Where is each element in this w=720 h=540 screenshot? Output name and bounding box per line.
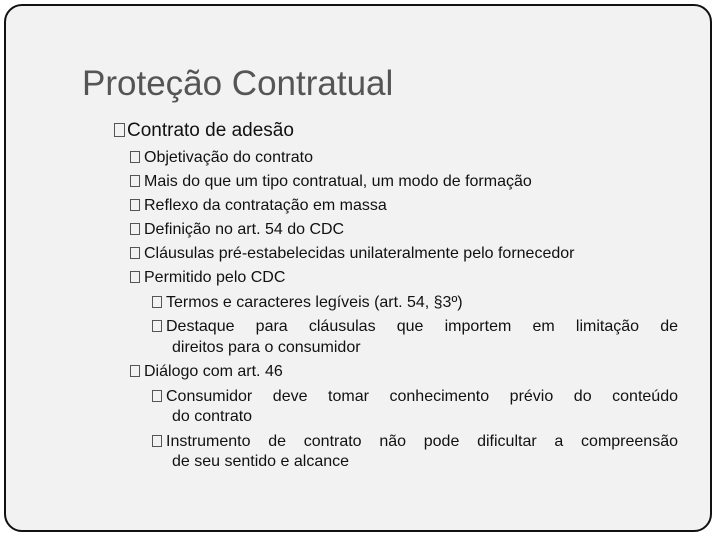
bullet-item-contrato-adesao bbox=[114, 120, 294, 142]
bullet-item-reflexo bbox=[130, 197, 387, 215]
bullet-text: Objetivação do contrato bbox=[144, 149, 313, 166]
square-bullet-icon bbox=[152, 390, 162, 402]
square-bullet-icon bbox=[152, 296, 162, 308]
bullet-item-mais-do-que bbox=[130, 173, 532, 191]
bullet-text: Reflexo da contratação em massa bbox=[144, 197, 387, 214]
square-bullet-icon bbox=[130, 199, 140, 211]
square-bullet-icon bbox=[114, 123, 125, 137]
bullet-item-destaque-cont bbox=[172, 339, 361, 357]
bullet-item-objetivacao bbox=[130, 149, 313, 167]
bullet-item-instrumento-cont bbox=[172, 453, 349, 471]
bullet-text: Mais do que um tipo contratual, um modo de formação bbox=[144, 173, 532, 190]
bullet-item-consumidor bbox=[152, 388, 678, 406]
bullet-item-permitido bbox=[130, 269, 285, 287]
bullet-item-dialogo bbox=[130, 363, 283, 381]
square-bullet-icon bbox=[152, 320, 162, 332]
bullet-item-consumidor-cont bbox=[172, 408, 252, 426]
square-bullet-icon bbox=[130, 247, 140, 259]
bullet-text: Permitido pelo CDC bbox=[144, 269, 286, 286]
bullet-text: Diálogo com art. 46 bbox=[144, 363, 283, 380]
bullet-text: Cláusulas pré-estabelecidas unilateralmente pelo fornecedor bbox=[144, 245, 575, 262]
bullet-text: Consumidor deve tomar conhecimento prévio do conteúdo bbox=[166, 388, 678, 405]
bullet-text: Instrumento de contrato não pode dificultar a compreensão bbox=[166, 433, 678, 450]
square-bullet-icon bbox=[130, 271, 140, 283]
bullet-item-instrumento bbox=[152, 433, 678, 451]
bullet-text: Definição no art. 54 do CDC bbox=[144, 221, 345, 238]
slide-title: Proteção Contratual bbox=[82, 64, 394, 103]
bullet-text: Termos e caracteres legíveis (art. 54, §3º) bbox=[166, 294, 463, 311]
bullet-text: de seu sentido e alcance bbox=[172, 453, 350, 470]
bullet-item-definicao bbox=[130, 221, 344, 239]
square-bullet-icon bbox=[130, 223, 140, 235]
square-bullet-icon bbox=[130, 365, 140, 377]
bullet-text: Destaque para cláusulas que importem em limitação de bbox=[166, 318, 678, 335]
slide-frame bbox=[4, 4, 712, 532]
bullet-item-destaque bbox=[152, 318, 678, 336]
square-bullet-icon bbox=[152, 435, 162, 447]
bullet-item-clausulas bbox=[130, 245, 574, 263]
bullet-text: do contrato bbox=[172, 408, 253, 425]
square-bullet-icon bbox=[130, 151, 140, 163]
bullet-item-termos bbox=[152, 294, 463, 312]
square-bullet-icon bbox=[130, 175, 140, 187]
bullet-text: direitos para o consumidor bbox=[172, 339, 361, 356]
bullet-text: Contrato de adesão bbox=[127, 120, 294, 141]
